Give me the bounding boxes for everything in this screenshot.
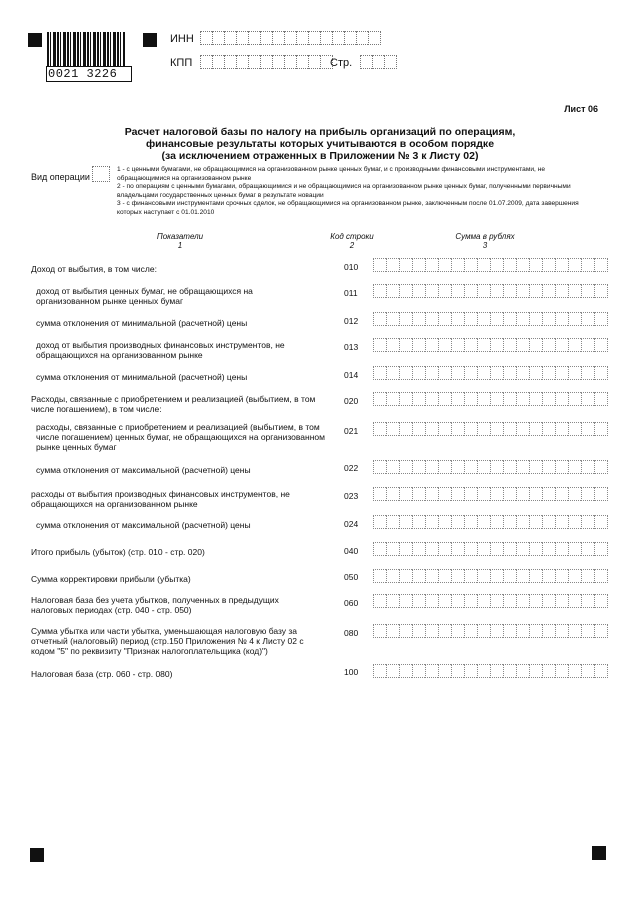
page-label: Стр. bbox=[330, 57, 353, 69]
title-line-1: Расчет налоговой базы по налогу на прибыль организаций по операциям, bbox=[124, 126, 516, 138]
row-label: Доход от выбытия, в том числе: bbox=[31, 264, 157, 274]
amount-field[interactable] bbox=[373, 284, 608, 298]
operation-notes bbox=[117, 166, 587, 217]
title-line-3: (за исключением отраженных в Приложении № 3 к Листу 02) bbox=[161, 150, 479, 162]
row-label: Итого прибыль (убыток) (стр. 010 - стр. 020) bbox=[31, 547, 205, 557]
column-header-indicators: Показатели 1 bbox=[156, 232, 204, 250]
corner-marker-top-mid bbox=[143, 33, 157, 47]
row-label: доход от выбытия производных финансовых инструментов, не обращающихся на организованном рынке bbox=[36, 340, 285, 360]
operation-note-1: 1 - с ценными бумагами, не обращающимися на организованном рынке ценных бумаг, и с производными финансовыми инструментами, не обращающимися на организованном рынке bbox=[117, 166, 546, 182]
amount-field[interactable] bbox=[373, 515, 608, 529]
row-code: 013 bbox=[344, 342, 359, 352]
row-label: сумма отклонения от максимальной (расчетной) цены bbox=[36, 520, 251, 530]
amount-field[interactable] bbox=[373, 460, 608, 474]
corner-marker-bottom-right bbox=[592, 846, 606, 860]
row-label: Расходы, связанные с приобретением и реализацией (выбытием, в том числе погашением), в том числе: bbox=[31, 394, 316, 414]
row-label: сумма отклонения от минимальной (расчетной) цены bbox=[36, 318, 248, 328]
row-label: Сумма корректировки прибыли (убытка) bbox=[31, 574, 191, 584]
row-code: 050 bbox=[344, 572, 359, 582]
row-label: доход от выбытия ценных бумаг, не обращающихся на организованном рынке ценных бумаг bbox=[36, 286, 253, 306]
column-header-amount: Сумма в рублях 3 bbox=[455, 232, 515, 250]
operation-label: Вид операции bbox=[31, 172, 90, 182]
row-label: расходы от выбытия производных финансовых инструментов, не обращающихся на организованном рынке bbox=[31, 489, 290, 509]
amount-field[interactable] bbox=[373, 664, 608, 678]
amount-field[interactable] bbox=[373, 487, 608, 501]
row-code: 010 bbox=[344, 262, 359, 272]
amount-field[interactable] bbox=[373, 312, 608, 326]
row-code: 021 bbox=[344, 426, 359, 436]
barcode-number: 0021 3226 bbox=[46, 66, 132, 82]
row-label: Налоговая база без учета убытков, полученных в предыдущих налоговых периодах (стр. 040 - стр. 050) bbox=[31, 595, 279, 615]
amount-field[interactable] bbox=[373, 258, 608, 272]
corner-marker-top-left bbox=[28, 33, 42, 47]
title-line-2: финансовые результаты которых учитываются в особом порядке bbox=[145, 138, 495, 150]
amount-field[interactable] bbox=[373, 624, 608, 638]
row-label: Сумма убытка или части убытка, уменьшающая налоговую базу за отчетный (налоговый) период (стр.150 Приложения № 4 к Листу 02 с кодом "5" по реквизиту "Признак налогоплательщика (код)") bbox=[31, 626, 304, 656]
row-code: 060 bbox=[344, 598, 359, 608]
row-label: сумма отклонения от максимальной (расчетной) цены bbox=[36, 465, 251, 475]
row-code: 011 bbox=[344, 288, 358, 298]
inn-field[interactable] bbox=[200, 31, 381, 45]
amount-field[interactable] bbox=[373, 366, 608, 380]
column-header-code: Код строки 2 bbox=[330, 232, 374, 250]
page-title bbox=[90, 126, 550, 162]
row-code: 040 bbox=[344, 546, 359, 556]
row-code: 022 bbox=[344, 463, 359, 473]
amount-field[interactable] bbox=[373, 422, 608, 436]
row-code: 024 bbox=[344, 519, 359, 529]
barcode bbox=[47, 32, 125, 68]
operation-note-2: 2 - по операциям с ценными бумагами, обращающимися и не обращающимися на организованном рынке ценных бумаг, полученными первичными владельцами государственных ценных бумаг в результате новации bbox=[117, 183, 571, 199]
page-field[interactable] bbox=[360, 55, 397, 69]
amount-field[interactable] bbox=[373, 338, 608, 352]
row-code: 020 bbox=[344, 396, 359, 406]
row-code: 012 bbox=[344, 316, 359, 326]
row-label: сумма отклонения от минимальной (расчетной) цены bbox=[36, 372, 248, 382]
amount-field[interactable] bbox=[373, 569, 608, 583]
row-code: 023 bbox=[344, 491, 359, 501]
row-code: 100 bbox=[344, 667, 359, 677]
row-code: 080 bbox=[344, 628, 359, 638]
kpp-field[interactable] bbox=[200, 55, 333, 69]
row-label: Налоговая база (стр. 060 - стр. 080) bbox=[31, 669, 173, 679]
operation-type-field[interactable] bbox=[92, 166, 110, 182]
operation-note-3: 3 - с финансовыми инструментами срочных сделок, не обращающимися на организованном рынке, заключенным после 01.07.2009, дата завершения которых наступает с 01.01.2010 bbox=[117, 200, 579, 216]
amount-field[interactable] bbox=[373, 594, 608, 608]
row-label: расходы, связанные с приобретением и реализацией (выбытием, в том числе погашением) ценных бумаг, не обращающихся на организованном рынке ценных бумаг bbox=[36, 422, 325, 452]
inn-label: ИНН bbox=[170, 33, 194, 45]
amount-field[interactable] bbox=[373, 392, 608, 406]
kpp-label: КПП bbox=[170, 57, 193, 69]
amount-field[interactable] bbox=[373, 542, 608, 556]
sheet-label: Лист 06 bbox=[564, 104, 598, 114]
row-code: 014 bbox=[344, 370, 359, 380]
corner-marker-bottom-left bbox=[30, 848, 44, 862]
